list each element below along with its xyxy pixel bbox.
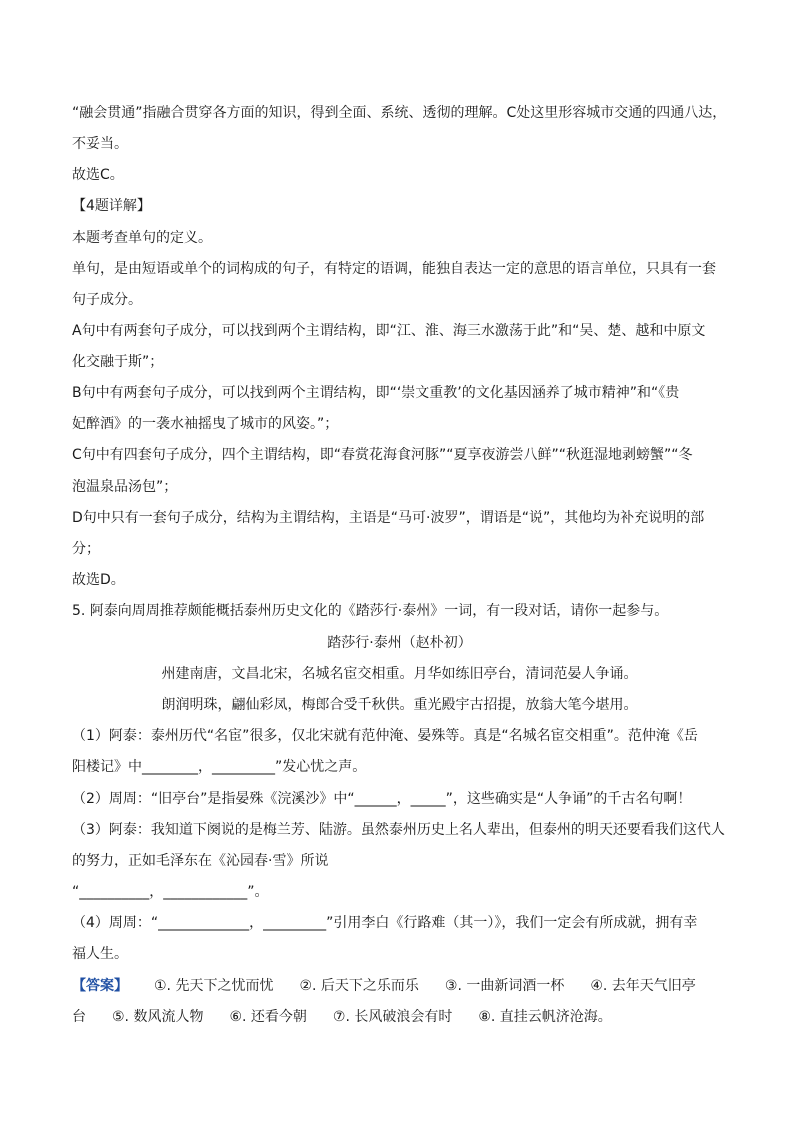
answer-item: ⑤. 数风流人物 (112, 1009, 204, 1025)
text-line: 句子成分。 (72, 292, 142, 308)
answer-item: ③. 一曲新词酒一杯 (444, 978, 565, 994)
question-line: （3）阿泰：我知道下阕说的是梅兰芳、陆游。虽然泰州历史上名人辈出，但泰州的明天还要看我们这代人 (72, 822, 725, 838)
answer-item: ④. 去年天气旧亭 (590, 978, 696, 994)
text-line: 化交融于斯”； (72, 354, 164, 370)
poem-line: 朗润明珠，翩仙彩凤，梅郎合受千秋供。重光殿宇古招提，放翁大笔今堪用。 (161, 697, 638, 713)
text-line: B句中有两套句子成分，可以找到两个主谓结构，即“‘崇文重教’的文化基因涵养了城市精神”和“《贵 (72, 385, 680, 401)
poem-title: 踏莎行·泰州（赵朴初） (327, 635, 472, 651)
question-line: （1）阿泰：泰州历代“名宦”很多，仅北宋就有范仲淹、晏殊等。真是“名城名宦交相重”。范仲淹《岳 (72, 728, 698, 744)
text-line: 本题考查单句的定义。 (72, 230, 212, 246)
question-intro: 5. 阿泰向周周推荐颇能概括泰州历史文化的《踏莎行·泰州》一词，有一段对话，请你一起参与。 (72, 603, 669, 619)
answer-item: ①. 先天下之忧而忧 (154, 978, 274, 994)
question-line: 的努力，正如毛泽东在《沁园春·雪》所说 (72, 853, 329, 869)
question-line: 阳楼记》中________，_________”发心忧之声。 (72, 759, 367, 775)
answer-item: ⑥. 还看今朝 (229, 1009, 307, 1025)
text-line: 分； (72, 541, 100, 557)
text-line: C句中有四套句子成分，四个主谓结构，即“春赏花海食河豚”“夏享夜游尝八鲜”“秋逛湿地剥螃蟹”“冬 (72, 447, 693, 463)
text-line: A句中有两套句子成分，可以找到两个主谓结构，即“江、淮、海三水激荡于此”和“吴、楚、越和中原文 (72, 323, 706, 339)
text-line: 妃醉酒》的一袭水袖摇曳了城市的风姿。”； (72, 416, 339, 432)
answer-item: 台 (72, 1009, 86, 1025)
answer-line (72, 976, 727, 996)
text-line: 单句，是由短语或单个的词构成的句子，有特定的语调，能独自表达一定的意思的语言单位，只具有一套 (72, 261, 716, 277)
question-line: “__________，____________”。 (72, 884, 269, 900)
text-line: D句中只有一套句子成分，结构为主谓结构，主语是“马可·波罗”，谓语是“说”，其他均为补充说明的部 (72, 510, 705, 526)
question-line: （4）周周：“_____________，_________”引用李白《行路难（其一）》，我们一定会有所成就，拥有幸 (72, 915, 698, 931)
text-line: 故选D。 (72, 572, 125, 588)
answer-item: ⑧. 直挂云帆济沧海。 (478, 1009, 612, 1025)
text-line: 泡温泉品汤包”； (72, 479, 178, 495)
question-line: （2）周周：“旧亭台”是指晏殊《浣溪沙》中“______，_____”，这些确实是“人争诵”的千古名句啊！ (72, 791, 692, 807)
answer-item: ⑦. 长风破浪会有时 (332, 1009, 453, 1025)
text-line: 不妥当。 (72, 136, 128, 152)
text-line: 故选C。 (72, 167, 124, 183)
section-heading: 【4题详解】 (72, 198, 151, 214)
answer-line (72, 1007, 727, 1027)
text-line: “融会贯通”指融合贯穿各方面的知识，得到全面、系统、透彻的理解。C处这里形容城市交通的四通八达， (72, 105, 727, 121)
poem-line: 州建南唐，文昌北宋，名城名宦交相重。月华如练旧亭台，清词范晏人争诵。 (161, 666, 638, 682)
answer-label: 【答案】 (72, 978, 128, 994)
question-line: 福人生。 (72, 946, 128, 962)
answer-item: ②. 后天下之乐而乐 (299, 978, 419, 994)
